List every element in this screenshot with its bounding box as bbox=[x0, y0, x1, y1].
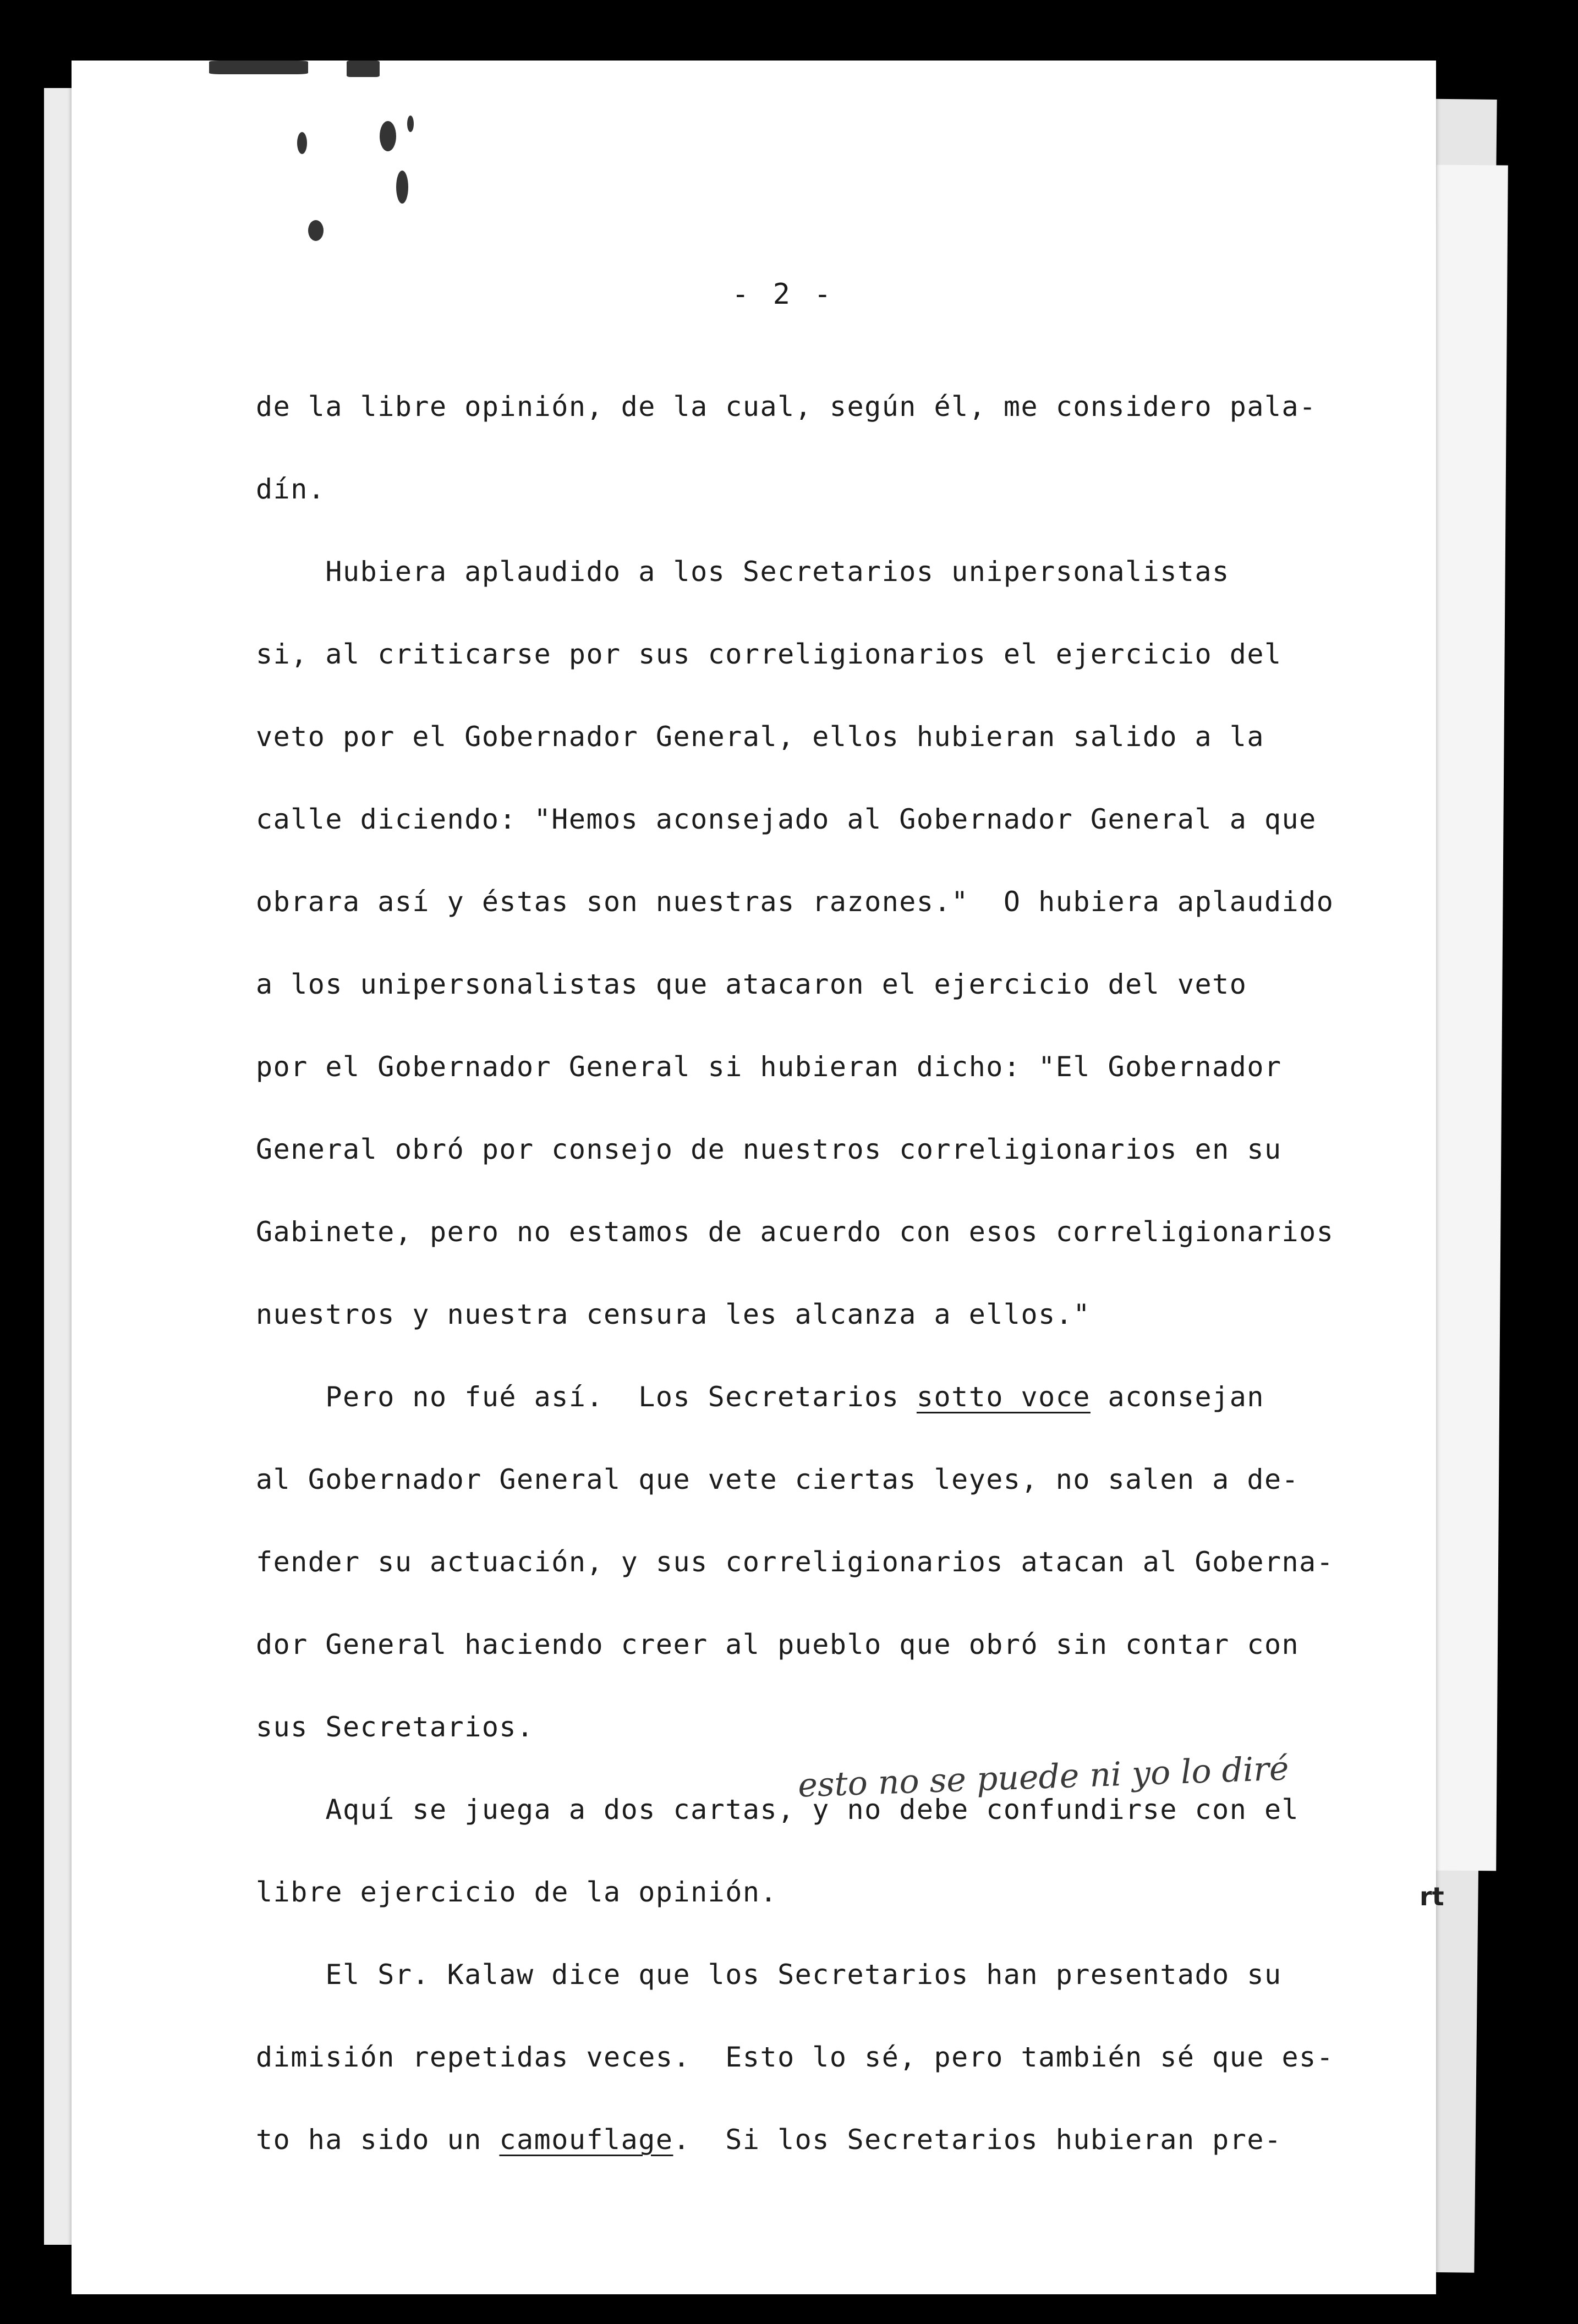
text-segment: . Si los Secretarios hubieran pre- bbox=[673, 2124, 1282, 2156]
text-segment: to ha sido un bbox=[256, 2124, 500, 2156]
text-line: a los unipersonalistas que atacaron el ejercicio del veto bbox=[256, 968, 1247, 1000]
text-line: El Sr. Kalaw dice que los Secretarios han presentado su bbox=[256, 1959, 1282, 1991]
ink-smudge bbox=[407, 116, 414, 132]
text-line: al Gobernador General que vete ciertas leyes, no salen a de- bbox=[256, 1464, 1300, 1495]
text-line: libre ejercicio de la opinión. bbox=[256, 1876, 778, 1908]
ink-smudge bbox=[209, 61, 308, 74]
text-segment: aconsejan bbox=[1090, 1381, 1264, 1413]
text-line: Gabinete, pero no estamos de acuerdo con esos correligionarios bbox=[256, 1216, 1334, 1248]
emphasis-camouflage: camouflage bbox=[499, 2124, 673, 2156]
emphasis-sotto-voce: sotto voce bbox=[916, 1381, 1091, 1413]
text-line: veto por el Gobernador General, ellos hubieran salido a la bbox=[256, 721, 1264, 753]
text-line: por el Gobernador General si hubieran dicho: "El Gobernador bbox=[256, 1051, 1282, 1083]
ink-smudge bbox=[396, 171, 408, 204]
text-line: sus Secretarios. bbox=[256, 1711, 534, 1743]
text-line: si, al criticarse por sus correligionarios el ejercicio del bbox=[256, 638, 1282, 670]
text-line: de la libre opinión, de la cual, según él, me considero pala- bbox=[256, 391, 1317, 423]
ink-smudge bbox=[380, 121, 396, 151]
text-line: fender su actuación, y sus correligionarios atacan al Goberna- bbox=[256, 1546, 1334, 1578]
text-line: dín. bbox=[256, 473, 326, 505]
text-line: dor General haciendo creer al pueblo que obró sin contar con bbox=[256, 1629, 1300, 1660]
handwritten-annotation: esto no se puede ni yo lo diré bbox=[797, 1749, 1290, 1805]
underlying-sheet-right-inner bbox=[1424, 165, 1508, 1871]
text-line: Hubiera aplaudido a los Secretarios unipersonalistas bbox=[256, 556, 1230, 588]
text-line: obrara así y éstas son nuestras razones." O hubiera aplaudido bbox=[256, 886, 1334, 918]
text-line: dimisión repetidas veces. Esto lo sé, pero también sé que es- bbox=[256, 2041, 1334, 2073]
text-line: calle diciendo: "Hemos aconsejado al Gobernador General a que bbox=[256, 803, 1317, 835]
text-segment: Pero no fué así. Los Secretarios bbox=[256, 1381, 917, 1413]
ink-smudge bbox=[297, 132, 307, 154]
ink-smudge bbox=[308, 220, 324, 241]
page-number: - 2 - bbox=[732, 278, 835, 311]
text-line: General obró por consejo de nuestros correligionarios en su bbox=[256, 1133, 1282, 1165]
margin-text-fragment: rt bbox=[1420, 1882, 1444, 1911]
text-line: Aquí se juega a dos cartas, y no debe confundirse con el bbox=[256, 1794, 1300, 1826]
text-line bbox=[256, 1381, 1264, 1413]
ink-smudge bbox=[347, 61, 380, 77]
text-line bbox=[256, 2124, 1282, 2156]
text-line: nuestros y nuestra censura les alcanza a ellos." bbox=[256, 1298, 1091, 1330]
